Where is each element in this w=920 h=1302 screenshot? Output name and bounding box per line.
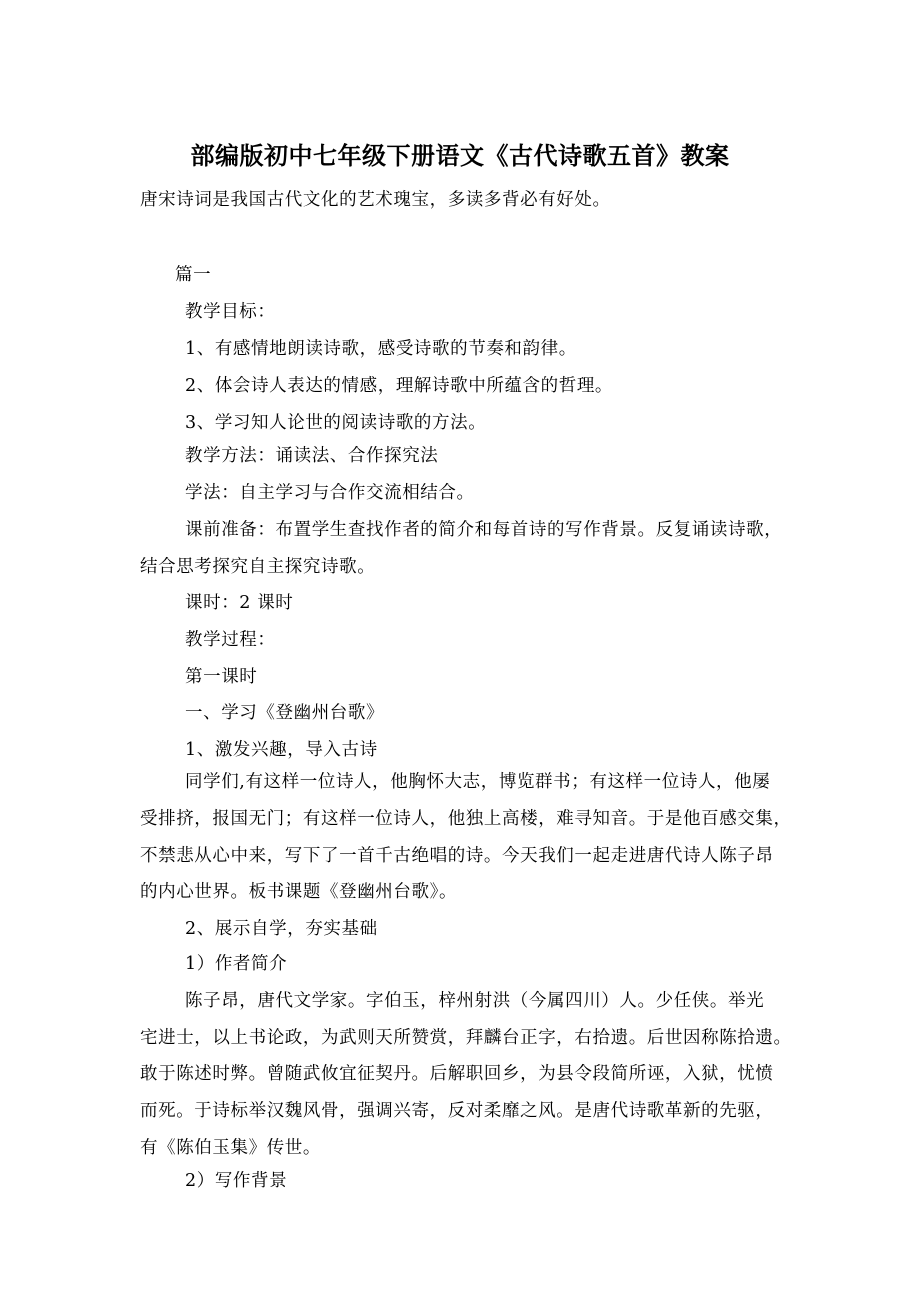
subheading-writing-background: 2）写作背景 (185, 1171, 288, 1191)
heading-teaching-goals: 教学目标： (185, 302, 276, 322)
author-paragraph-line-4: 而死。于诗标举汉魏风骨，强调兴寄，反对柔靡之风。是唐代诗歌革新的先驱， (140, 1101, 774, 1121)
intro-paragraph-line-2: 受排挤，报国无门；有这样一位诗人，他独上高楼，难寻知音。于是他百感交集， (140, 809, 792, 829)
author-paragraph-line-2: 宅进士，以上书论政，为武则天所赞赏，拜麟台正字，右拾遗。后世因称陈拾遗。 (140, 1028, 792, 1048)
intro-paragraph-line-1: 同学们,有这样一位诗人，他胸怀大志，博览群书；有这样一位诗人，他屡 (185, 772, 771, 792)
intro-paragraph: 唐宋诗词是我国古代文化的艺术瑰宝，多读多背必有好处。 (140, 190, 611, 210)
section-label: 篇一 (175, 265, 212, 285)
subheading-1: 1、激发兴趣，导入古诗 (185, 740, 378, 760)
subheading-2: 2、展示自学，夯实基础 (185, 919, 378, 939)
preparation-line-2: 结合思考探究自主探究诗歌。 (140, 557, 376, 577)
author-paragraph-line-3: 敢于陈述时弊。曾随武攸宜征契丹。后解职回乡，为县令段简所诬，入狱，忧愤 (140, 1064, 774, 1084)
learning-method: 学法：自主学习与合作交流相结合。 (185, 483, 475, 503)
goal-item-2: 2、体会诗人表达的情感，理解诗歌中所蕴含的哲理。 (185, 376, 614, 396)
intro-paragraph-line-4: 的内心世界。板书课题《登幽州台歌》。 (140, 882, 458, 902)
goal-item-1: 1、有感情地朗读诗歌，感受诗歌的节奏和韵律。 (185, 339, 577, 359)
preparation-line-1: 课前准备：布置学生查找作者的简介和每首诗的写作背景。反复诵读诗歌， (185, 520, 783, 540)
goal-item-3: 3、学习知人论世的阅读诗歌的方法。 (185, 413, 487, 433)
teaching-method: 教学方法：诵读法、合作探究法 (185, 446, 439, 466)
class-hours: 课时：2 课时 (185, 593, 294, 613)
author-paragraph-line-5: 有《陈伯玉集》传世。 (140, 1138, 321, 1158)
author-paragraph-line-1: 陈子昂，唐代文学家。字伯玉，梓州射洪（今属四川）人。少任侠。举光 (185, 991, 765, 1011)
heading-first-lesson: 第一课时 (185, 667, 258, 687)
intro-paragraph-line-3: 不禁悲从心中来，写下了一首千古绝唱的诗。今天我们一起走进唐代诗人陈子昂 (140, 846, 774, 866)
heading-teaching-process: 教学过程： (185, 630, 276, 650)
subheading-author-intro: 1）作者简介 (185, 954, 288, 974)
heading-part-one: 一、学习《登幽州台歌》 (185, 703, 385, 723)
document-title: 部编版初中七年级下册语文《古代诗歌五首》教案 (190, 142, 730, 170)
